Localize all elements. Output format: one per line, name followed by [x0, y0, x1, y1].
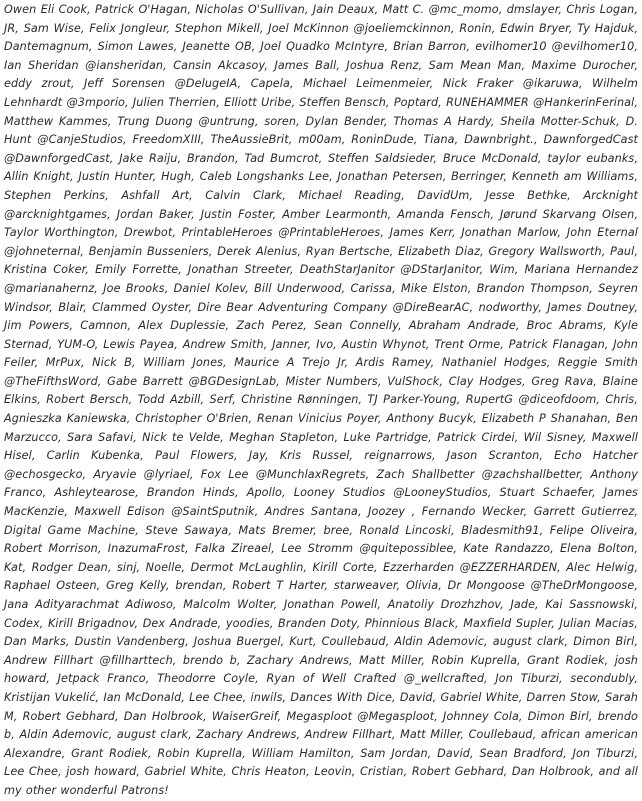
patron-credits-text: Owen Eli Cook, Patrick O'Hagan, Nicholas O'Sullivan, Jain Deaux, Matt C. @mc_momo, dmslayer, Chris Logan, JR, Sam Wise, Felix Jongleur, Stephon Mikell, Joel McKinnon @joeliemckinnon, Ronin, Edwin Bryer, Ty Hajduk, Dantemagnum, Simon Lawes, Jeanette OB, Joel Quadko McIntyre, Brian Barron, evilhomer10 @evilhomer10, Ian Sheridan @iansheridan, Cansin Akcasoy, James Ball, Joshua Renz, Sam Mean Man, Maxime Durocher, eddy zrout, Jeff Sorensen @DelugeIA, Capela, Michael Leimenmeier, Nick Fraker @ikaruwa, Wilhelm Lehnhardt @3mporio, Julien Therrien, Elliott Uribe, Steffen Bensch, Poptard, RUNEHAMMER @HankerinFerinal, Matthew Kammes, Trung Duong @untrung, soren, Dylan Bender, Thomas A Hardy, Sheila Motter-Schuk, D. Hunt @CanjeStudios, FreedomXIII, TheAussieBrit, m00am, RoninDude, Tiana, Dawnbright., DawnforgedCast @DawnforgedCast, Jake Raiju, Brandon, Tad Bumcrot, Steffen Saldsieder, Bruce McDonald, taylor eubanks, Allin Knight, Justin Hunter, Hugh, Caleb Longshanks Lee, Jonathan Petersen, Berringer, Kenneth am Williams, Stephen Perkins, Ashfall Art, Calvin Clark, Michael Reading, DavidUm, Jesse Bethke, Arcknight @arcknightgames, Jordan Baker, Justin Foster, Amber Learmonth, Amanda Fensch, Jørund Skarvang Olsen, Taylor Worthington, Drewbot, PrintableHeroes @PrintableHeroes, James Kerr, Jonathan Marlow, John Eternal @johneternal, Benjamin Busseniers, Derek Alenius, Ryan Bertsche, Elizabeth Diaz, Gregory Wallsworth, Paul, Kristina Coker, Emily Forrette, Jonathan Streeter, DeathStarJanitor @DStarJanitor, Wim, Mariana Hernandez @marianahernz, Joe Brooks, Daniel Kolev, Bill Underwood, Carissa, Mike Elston, Brandon Thompson, Seyren Windsor, Blair, Clammed Oyster, Dire Bear Adventuring Company @DireBearAC, nodworthy, James Doutney, Jim Powers, Camnon, Alex Duplessie, Zach Perez, Sean Connelly, Abraham Andrade, Broc Abrams, Kyle Sternad, YUM-O, Lewis Payea, Andrew Smith, Janner, Ivo, Austin Whynot, Trent Orme, Patrick Flanagan, John Feiler, MrPux, Nick B, William Jones, Maurice A Trejo Jr, Ardis Ramey, Nathaniel Hodges, Reggie Smith @TheFifthsWord, Gabe Barrett @BGDesignLab, Mister Numbers, VulShock, Clay Hodges, Greg Rava, Blaine Elkins, Robert Bersch, Todd Azbill, Serf, Christine Rønningen, TJ Parker-Young, RupertG @diceofdoom, Chris, Agnieszka Kaniewska, Christopher O'Brien, Renan Vinicius Poyer, Anthony Bucyk, Elizabeth P Shanahan, Ben Marzucco, Sara Safavi, Nick te Velde, Meghan Stapleton, Luke Partridge, Patrick Cirdei, Wil Sisney, Maxwell Hisel, Carlin Kubenka, Paul Flowers, Jay, Kris Russel, reignarrows, Jason Scranton, Echo Hatcher @echosgecko, Aryavie @lyriael, Fox Lee @MunchlaxRegrets, Zach Shallbetter @zachshallbetter, Anthony Franco, Ashleytearose, Brandon Hinds, Apollo, Looney Studios @LooneyStudios, Stuart Schaefer, James MacKenzie, Maxwell Edison @SaintSputnik, Andres Santana, Joozey , Fernando Wecker, Garrett Gutierrez, Digital Game Machine, Steve Sawaya, Mats Bremer, bree, Ronald Lincoski, Bladesmith91, Felipe Oliveira, Robert Morrison, InazumaFrost, Falka Zireael, Lee Stromm @quitepossiblee, Kate Randazzo, Elena Bolton, Kat, Rodger Dean, sinj, Noelle, Dermot McLaughlin, Kirill Corte, Ezzerharden @EZZERHARDEN, Alec Helwig, Raphael Osteen, Greg Kelly, brendan, Robert T Harter, starweaver, Olivia, Dr Mongoose @TheDrMongoose, Jana Adityarachmat Adiwoso, Malcolm Wolter, Jonathan Powell, Anatoliy Drozhzhov, Jade, Kai Sassnowski, Codex, Kirill Brigadnov, Dex Andrade, yoodies, Branden Doty, Phinnious Black, Maxfield Supler, Julian Macias, Dan Marks, Dustin Vandenberg, Joshua Buergel, Kurt, Coullebaud, Aldin Ademovic, august clark, Dimon Birl, Andrew Fillhart @fillharttech, brendo b, Zachary Andrews, Matt Miller, Robin Kuprella, Grant Rodiek, josh howard, Jetpack Franco, Theodorre Coyle, Ryan of Well Crafted @_wellcrafted, Jon Tiburzi, secondubly, Kristijan Vukelić, Ian McDonald, Lee Chee, inwils, Dances With Dice, David, Gabriel White, Darren Stow, Sarah M, Robert Gebhard, Dan Holbrook, WaiserGreif, Megasploot @Megasploot, Johnney Cola, Dimon Birl, brendo b, Aldin Ademovic, august clark, Zachary Andrews, Andrew Fillhart, Matt Miller, Coullebaud, african american Alexandre, Grant Rodiek, Robin Kuprella, William Hamilton, Sam Jordan, David, Sean Bradford, Jon Tiburzi, Lee Chee, josh howard, Gabriel White, Chris Heaton, Leovin, Cristian, Robert Gebhard, Dan Holbrook, and all my other wonderful Patrons! — [4, 3, 638, 797]
